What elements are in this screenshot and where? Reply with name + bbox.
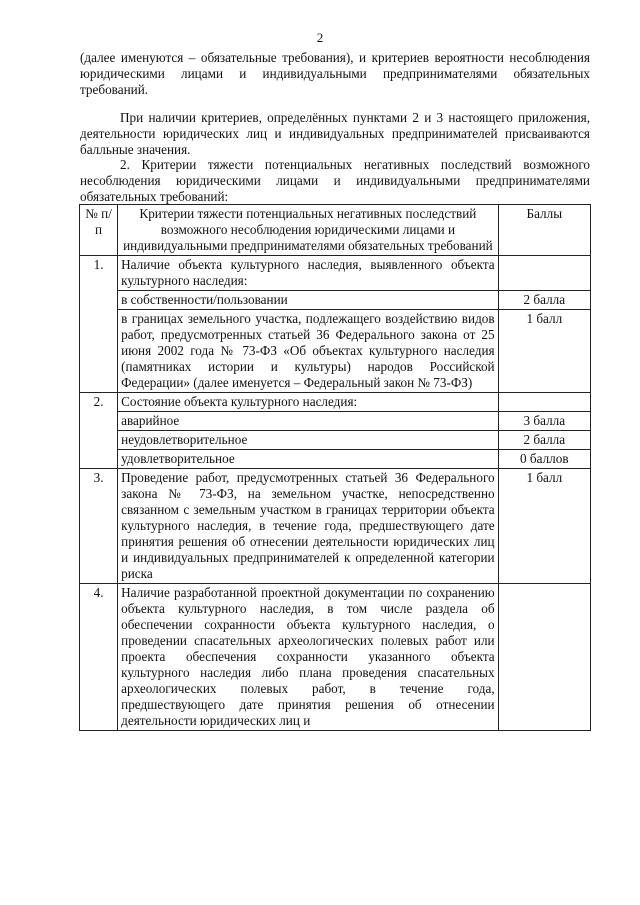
criteria-table [79,204,591,731]
row-score [498,584,590,731]
row-score: 1 балл [498,469,590,584]
table-row [80,393,591,412]
row-text: Наличие разработанной проектной документации по сохранению объекта культурного наследия, в том числе раздела об обеспечении сохранности объекта культурного наследия, о проведении спасательных археологических полевых работ или проекта обеспечения сохранности указанного объекта культурного наследия либо плана проведения спасательных археологических полевых работ, в течение года, предшествующего дате принятия решения об отнесении деятельности юридических лиц и [118,584,498,731]
table-row [80,256,591,291]
header-criterion: Критерии тяжести потенциальных негативных последствий возможного несоблюдения юридическими лицами и индивидуальными предпринимателями обязательных требований [118,205,498,256]
paragraph-scoring-note: При наличии критериев, определённых пунктами 2 и 3 настоящего приложения, деятельности юридических лиц и индивидуальных предпринимателей присваиваются балльные значения. [80,110,590,157]
row-number: 4. [80,584,118,731]
header-score: Баллы [498,205,590,256]
paragraph-section-2-heading: 2. Критерии тяжести потенциальных негативных последствий возможного несоблюдения юридическими лицами и индивидуальными предпринимателями обязательных требований: [80,157,590,204]
paragraph-continuation: (далее именуются – обязательные требования), и критериев вероятности несоблюдения юридическими лицами и индивидуальными предпринимателями обязательных требований. [80,50,590,97]
subrow-text: в границах земельного участка, подлежащего воздействию видов работ, предусмотренных статьей 36 Федерального закона от 25 июня 2002 года № 73-ФЗ «Об объектах культурного наследия (памятниках истории и культуры) народов Российской Федерации» (далее именуется – Федеральный закон № 73-ФЗ) [118,310,498,393]
table-subrow [80,412,591,431]
row-number: 2. [80,393,118,469]
subrow-score: 2 балла [498,431,590,450]
table-subrow [80,291,591,310]
subrow-text: удовлетворительное [118,450,498,469]
row-title: Состояние объекта культурного наследия: [118,393,498,412]
subrow-score: 3 балла [498,412,590,431]
subrow-score: 1 балл [498,310,590,393]
table-subrow [80,431,591,450]
row-score [498,393,590,412]
subrow-text: в собственности/пользовании [118,291,498,310]
row-text: Проведение работ, предусмотренных статьей 36 Федерального закона № 73-ФЗ, на земельном участке, непосредственно связанном с земельным участком в границах территории объекта культурного наследия, в течение года, предшествующего дате принятия решения об отнесении деятельности юридических лиц и индивидуальных предпринимателей к определенной категории риска [118,469,498,584]
subrow-text: неудовлетворительное [118,431,498,450]
subrow-score: 2 балла [498,291,590,310]
row-number: 1. [80,256,118,393]
row-title: Наличие объекта культурного наследия, выявленного объекта культурного наследия: [118,256,498,291]
header-num: № п/п [80,205,118,256]
subrow-text: аварийное [118,412,498,431]
table-subrow [80,310,591,393]
row-number: 3. [80,469,118,584]
page-number: 2 [316,30,324,45]
subrow-score: 0 баллов [498,450,590,469]
row-score [498,256,590,291]
table-row [80,584,591,731]
table-header-row [80,205,591,256]
table-row [80,469,591,584]
table-subrow [80,450,591,469]
